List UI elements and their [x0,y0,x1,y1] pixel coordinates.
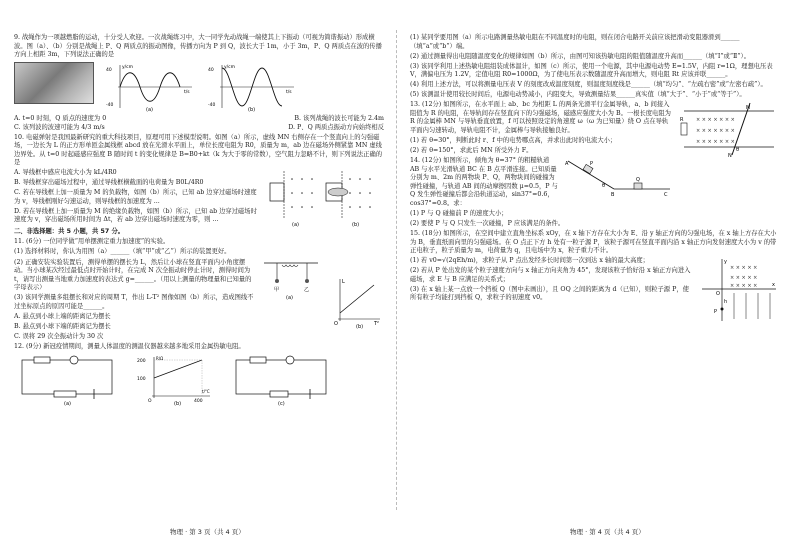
q14-label-c: C [664,192,668,198]
q12-fig-a-label: (a) [64,400,71,406]
battle-rope-photo [14,62,94,104]
q9b-axis-t: t/s [286,89,292,95]
q13-part-1: (1) 若 θ=30°，判断此时 r、f 中的电势哪点高，并求出此时的电流大小； [410,137,617,145]
right-page [410,34,780,325]
q9-fig-a-label: (a) [146,106,153,112]
left-page-footer: 物理 · 第 3 页（共 4 页） [170,528,245,536]
q14-label-b: B [611,192,615,198]
q15-label-x: x [772,282,775,289]
q9-options-row1 [14,115,384,124]
q13-text: 13. (12分) 如图所示，在水平面上 ab、bc 为相距 L 的两条光滑平行金属导轨，a、b 间接入阻值为 R 的电阻，在导轨间存在竖直向下的匀强磁场，磁感应强度大小为 B。一根长度电阻为 R 的金属棒 MN 与导轨垂直放置，f 可以按照设定的角速度 ω（ω 为已知量）绕 O 点在导轨平面内匀速转动，导轨电阻不计，金属棒与导轨接触良好。 [410,101,671,134]
q12-val-0: O [148,398,152,404]
q12-text: 12. (9分) 新冠疫情期间，测量人体温度的测温仪器越来越多地采用金属热敏电阻。 [14,343,245,351]
q15-figure [700,257,780,323]
q12-fig-b-label: (b) [174,400,182,406]
q15-text: 15. (18分) 如图所示，在空间中建立直角坐标系 xOy，在 x 轴下方存在大小为 E、沿 y 轴正方向的匀强电场，在 x 轴上方存在大小为 B，垂直纸面向里的匀强磁场。在 O 点正下方 h 处有一粒子源 P，该粒子源可在竖直平面内沿 x 轴正方向发射速度大小为 v 的带正电粒子，粒子质量为 m，电荷量为 q，且电场中为 x，粒子重力不计。 [410,230,777,255]
q9b-axis-y: y/cm [224,64,236,70]
svg-text:× × × × × × ×: × × × × × × × [696,128,735,135]
q12-val-400: 400 [194,398,203,404]
q12-part-4: (4) 利用上述方法，可以将测量电压表 V 的刻度改成温度刻度，则温度刻度线是______（填“均匀”、“左疏右密”或“左密右疏”）。 [410,81,767,89]
q12-val-100: 100 [137,376,146,382]
q14-text: 14. (12分) 如图所示，倾角为 θ=37° 的粗糙轨道 AB 与水平光滑轨道 BC 在 B 点平滑连接。已知质量分别为 m、2m 的两物块 P、Q，两物块间的碰撞为弹性碰撞，与轨道 AB 间的动摩擦因数 μ=0.5，P 与 Q 发生弹性碰撞后都会沿轨道运动，sin37°=0.6，cos37°=0.8。求： [410,157,558,207]
q13-label-r: R [680,117,684,124]
svg-text:× × × × ×: × × × × × [730,275,758,282]
q9-option-d: D. P、Q 两质点振动方向始终相反 [288,124,384,131]
right-page-footer: 物理 · 第 4 页（共 4 页） [570,528,645,536]
q9-figures [14,62,384,112]
q12-circuit-c [228,354,338,406]
q12-circuit-a [14,354,124,406]
q11-figures [262,259,384,329]
q14-label-theta: θ [602,183,606,190]
q12-graph-b [136,354,216,406]
q11-label-jia: 甲 [274,286,280,293]
q11-fig-a-label: (a) [286,294,293,301]
page-divider [396,30,397,510]
q12-axis-r: R/Ω [156,355,164,361]
q12-part-2: (2) 通过测量得出电阻随温度变化的规律如图（b）所示，由图可知该热敏电阻的阻值随温度升高而______（填“Ⅰ”或“Ⅱ”）。 [410,52,750,60]
q12-part-3: (3) 该同学利用上述热敏电阻组装成体温计，如图（c）所示，使用一个电源，其中电源电动势 E=1.5V，内阻 r=1Ω，理想电压表 V，满偏电压为 1.2V，定值电阻 R0=1000Ω，为了使电压表示数随温度升高而增大，则电阻 Rt 应该并联______。 [410,62,773,79]
q10-option-b: B. 导线框穿出磁场过程中，通过导线框横截面的电荷量为 B0L/4R0 [14,179,204,187]
q9a-axis-t: t/s [184,89,190,95]
q15-label-p: P [714,309,718,316]
question-14 [410,157,780,228]
question-10 [14,133,384,229]
q9b-val-40: 40 [208,67,214,73]
q10-fig-b-label: (b) [352,222,360,229]
question-9 [14,34,384,133]
q14-label-q: Q [636,177,640,184]
q14-label-a: A [565,161,569,168]
q15-label-y: y [724,259,727,266]
q15-label-o: O [716,291,720,298]
question-11 [14,238,384,341]
svg-text:× × × × × × ×: × × × × × × × [696,139,735,146]
q10-option-c: C. 若在导线框上加一质量为 M 的负载物，如图（b）所示，已知 ab 边穿过磁场时速度为 v，导线框刚好匀速运动，则导线框的加速度为 ... [14,189,257,205]
question-15 [410,230,780,316]
q10-option-d: D. 若在导线框上加一质量为 M 的绝缘负载物，如图（b）所示，已知 ab 边穿过磁场时速度为 v，穿出磁场所用时间为 Δt，若 ab 边穿出磁场时速度为零，则 ... [14,207,257,224]
q13-figure [680,101,780,159]
q9-option-c: C. 该列波的波速可能为 4/3 m/s [14,124,105,131]
q12-part-1: (1) 某同学要用图（a）所示电路测量热敏电阻在不同温度时的电阻，则在闭合电路开关前应该把滑动变阻器滑到______（填“a”或“b”）端。 [410,34,740,50]
q10-fig-a-label: (a) [292,222,299,229]
q9-graph-a [106,62,196,112]
q12-figures [14,354,384,406]
svg-text:× × × × × × ×: × × × × × × × [696,117,735,124]
q12-axis-t: t/°C [202,388,210,394]
q11-text: 11. (6分) 一位同学做“用单摆测定重力加速度”的实验。 [14,238,170,246]
q10-text: 10. 电磁弹射是我国最新研究的重大科技项目，原理可用下述模型说明。如图（a）所示，虚线 MN 右侧存在一个竖直向上的匀强磁场，一边长为 L 的正方形单匝金属线框 abcd 放在光滑水平面上，单位长度电阻为 R0，质量为 m，ab 边在磁场外侧紧靠 MN 虚线边界处。从 t=0 时起磁感应强度 B 随时间 t 的变化规律是 B=B0+kt（k 为大于零的常数），空气阻力忽略不计，则下列说法正确的是 [14,133,383,166]
q14-label-p: P [590,161,594,168]
q13-label-theta: θ [736,147,740,154]
q9b-val-m40: -40 [208,102,216,108]
q11-part-3: (3) 该同学测量多组摆长和对应的周期 T，作出 L-T² 图像如图（b）所示，造成图线不过坐标原点的原因可能是______。 [14,294,254,310]
q11-label-yi: 乙 [304,286,310,293]
q14-figure [564,157,674,197]
q13-part-2: (2) 若 θ=150°，求此后 MN 所受外力 F。 [410,147,533,155]
q14-part-2: (2) 要使 P 与 Q 只发生一次碰撞，P 应该满足的条件。 [410,219,565,227]
q15-part-3: (3) 在 x 轴上某一点放一个挡板 Q（图中未画出），且 OQ 之间的距离为 d（已知），则粒子源 P，使所有粒子均能打到挡板 Q，求粒子的初速度 v0。 [410,285,689,302]
q15-label-h: h [724,299,728,306]
q11-part-2: (2) 正确安装实验装置后，测得单摆的摆长为 L，然后让小球在竖直平面内小角度摆动。当小球某次经过最低点时开始计时，在完成 N 次全振动时停止计时，测得时间为 t，请写出测量当地重力加速度的表达式 g=______。（用以上测量的物理量和已知量的字母表示） [14,258,252,292]
q9-text: 9. 战绳作为一项越燃脂的运动，十分受人欢迎。一次战绳练习中，大一同学先动战绳一端使其上下振动（可视为简谐振动）形成横波。图（a）、（b）分别是战绳上 P、Q 两质点的振动图像，传播方向为 P 到 Q，波长大于 1m，小于 3m，P、Q 两质点在波的传播方向上相距 3m，下列说法正确的是 [14,34,382,58]
q11-option-b: B. 悬点到小球下端的距离记为摆长 [14,322,111,330]
q10-option-a: A. 导线框中感应电流大小为 kL/4R0 [14,169,117,177]
q11-axis-L: L [342,278,345,285]
q11-axis-T2: T² [374,320,380,327]
q13-label-n: N [728,153,732,160]
q11-part-1: (1) 选择材料时，你认为用图（a）______（填“甲”或“乙”）所示的装置更好。 [14,248,231,256]
q14-part-1: (1) P 与 Q 碰撞前 P 的速度大小； [410,209,508,217]
q9-options-row2 [14,124,384,133]
q10-figures [264,169,384,229]
q12-part-5: (5) 该测温计使用较长时间后，电源电动势减小，内阻变大，导致测量结果______真实值（填“大于”、“小于”或“等于”）。 [410,91,746,99]
q11-axis-O: O [334,320,338,327]
q9-option-a: A. t=0 时刻，Q 质点的速度为 0 [14,114,107,122]
q9-fig-b-label: (b) [248,106,256,112]
q9-graph-b [208,62,298,112]
q9a-axis-y: y/cm [122,64,134,70]
q9a-val-40: 40 [106,67,112,73]
q13-label-m: M [746,105,751,112]
q15-part-1: (1) 若 v0=√(2qEh/m)，求粒子从 P 点出发经多长时间第一次到达 x 轴的最大高度； [410,257,649,265]
left-page [14,34,384,409]
q11-option-a: A. 悬点到小球上端的距离记为摆长 [14,312,111,320]
q12-fig-c-label: (c) [278,400,285,406]
svg-text:× × × × ×: × × × × × [730,265,758,272]
q11-option-c: C. 误将 29 次全振动计为 30 次 [14,332,104,340]
q9-option-b: B. 该列战绳的波长可能为 2.4m [294,114,384,122]
q9a-val-m40: -40 [106,102,114,108]
question-12 [14,343,384,406]
question-13 [410,101,780,160]
section-2-heading: 二、非选择题：共 5 小题，共 57 分。 [14,227,125,235]
q11-fig-b-label: (b) [356,323,364,329]
q12-val-200: 200 [137,358,146,364]
q15-part-2: (2) 若从 P 处出发的某个粒子速度方向与 x 轴正方向夹角为 45°，发现该粒子恰好沿 x 轴正方向进入磁场，求 E 与 B 应满足的关系式； [410,267,691,283]
svg-text:× × × × ×: × × × × × [730,283,758,290]
